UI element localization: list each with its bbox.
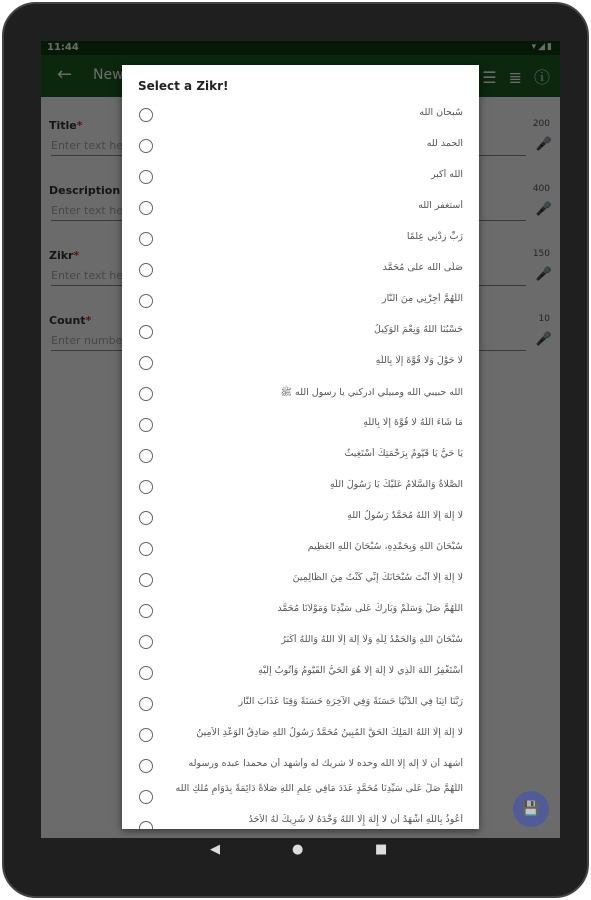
zikr-option[interactable] [122, 566, 479, 597]
zikr-option-label: لَا إِلَهَ إِلَّا أَنْتَ سُبْحَانَكَ إِنِّي كُنْتُ مِنَ الظَّالِمِينَ [292, 572, 463, 583]
zikr-option-label: الله أكبر [430, 169, 463, 180]
save-button[interactable] [513, 791, 549, 827]
radio-button[interactable] [139, 635, 153, 649]
radio-button[interactable] [139, 170, 153, 184]
zikr-option-label: حَسْبُنَا اللهُ وَنِعْمَ الوَكِيلُ [374, 324, 463, 335]
radio-button[interactable] [139, 387, 153, 401]
zikr-option-label: أشهد أن لا إله إلا الله وحده لا شريك له وأشهد أن محمدا عبده ورسوله [188, 758, 463, 769]
zikr-option-label: سُبْحَانَ اللهِ وَبِحَمْدِهِ، سُبْحَانَ اللهِ العَظِيمِ [307, 541, 463, 552]
zikr-option[interactable] [122, 721, 479, 752]
zikr-option[interactable] [122, 597, 479, 628]
zikr-option[interactable] [122, 442, 479, 473]
radio-button[interactable] [139, 294, 153, 308]
select-zikr-dialog [122, 65, 479, 829]
zikr-option[interactable] [122, 380, 479, 411]
zikr-option[interactable] [122, 101, 479, 132]
radio-button[interactable] [139, 480, 153, 494]
zikr-option[interactable] [122, 318, 479, 349]
zikr-option-label: لَا إِلَهَ إِلَّا اللهُ الْمَلِكُ الْحَقُّ الْمُبِينُ مُحَمَّدٌ رَسُولُ اللهِ صَادِقُ الْوَعْدِ الْأَمِينُ [196, 727, 463, 738]
zikr-option-label: اللَّهُمَّ صَلِّ وَسَلِّمْ وَبَارِكْ عَلَى سَيِّدِنَا وَمَوْلَانَا مُحَمَّد [277, 603, 463, 614]
radio-button[interactable] [139, 573, 153, 587]
zikr-option[interactable] [122, 256, 479, 287]
radio-button[interactable] [139, 666, 153, 680]
radio-button[interactable] [139, 201, 153, 215]
zikr-option-label: صَلَّى الله على مُحَمَّد [382, 262, 463, 273]
zikr-option-label: اللَّهُمَّ صَلِّ عَلَى سَيِّدِنَا مُحَمَّدٍ عَدَدَ مَافِي عِلْمِ اللهِ صَلَاةً دَائِمَةً بِدَوَامِ مُلْكِ الله [175, 783, 463, 794]
zikr-option[interactable] [122, 349, 479, 380]
zikr-option[interactable] [122, 473, 479, 504]
radio-button[interactable] [139, 759, 153, 773]
dialog-title: Select a Zikr! [138, 79, 229, 93]
radio-button[interactable] [139, 263, 153, 277]
radio-button[interactable] [139, 232, 153, 246]
zikr-option[interactable] [122, 628, 479, 659]
nav-recents-icon[interactable]: ■ [375, 842, 388, 857]
nav-back-icon[interactable]: ◀ [210, 842, 220, 857]
zikr-option-label: الصَّلَاةُ وَالسَّلَامُ عَلَيْكَ يَا رَسُولَ اللَّهِ [329, 479, 463, 490]
zikr-option-label: اللَّهُمَّ أَجِرْنِي مِنَ النَّارِ [382, 293, 463, 304]
zikr-option[interactable] [122, 132, 479, 163]
radio-button[interactable] [139, 728, 153, 742]
zikr-option-label: سُبحان الله [419, 107, 463, 118]
zikr-option[interactable] [122, 163, 479, 194]
radio-button[interactable] [139, 356, 153, 370]
zikr-option-label: لَا إِلَهَ إِلَّا اللهُ مُحَمَّدٌ رَسُولُ اللهِ [347, 510, 463, 521]
zikr-option[interactable] [122, 411, 479, 442]
radio-button[interactable] [139, 542, 153, 556]
zikr-option-label: لَا حَوْلَ وَلَا قُوَّةَ إِلَّا بِاللَّهِ [375, 355, 463, 366]
zikr-option-list [122, 101, 479, 829]
nav-home-icon[interactable]: ● [292, 842, 304, 857]
zikr-option[interactable] [122, 783, 479, 814]
radio-button[interactable] [139, 325, 153, 339]
device-frame [2, 2, 589, 898]
zikr-option[interactable] [122, 194, 479, 225]
zikr-option[interactable] [122, 814, 479, 829]
zikr-option-label: الله حبيبي الله ومبيلي ادركني يا رسول الله ﷺ [280, 387, 463, 398]
zikr-option[interactable] [122, 535, 479, 566]
zikr-option[interactable] [122, 504, 479, 535]
zikr-option-label: سُبْحَانَ اللهِ وَالْحَمْدُ لِلَّهِ وَلَا إِلَهَ إِلَّا اللهُ وَاللهُ أَكْبَرُ [281, 634, 463, 645]
zikr-option[interactable] [122, 752, 479, 783]
radio-button[interactable] [139, 821, 153, 829]
radio-button[interactable] [139, 790, 153, 804]
zikr-option-label: رَبَّنَا آتِنَا فِي الدُّنْيَا حَسَنَةً وَفِي الآخِرَةِ حَسَنَةً وَقِنَا عَذَابَ النَّارِ [238, 696, 463, 707]
zikr-option-label: يَا حَيُّ يَا قَيُّومُ بِرَحْمَتِكَ أَسْتَغِيثُ [344, 448, 463, 459]
radio-button[interactable] [139, 511, 153, 525]
zikr-option[interactable] [122, 659, 479, 690]
system-nav-bar [4, 838, 591, 866]
save-icon: 💾 [522, 801, 540, 817]
zikr-option[interactable] [122, 225, 479, 256]
radio-button[interactable] [139, 139, 153, 153]
screen [41, 41, 560, 838]
zikr-option[interactable] [122, 690, 479, 721]
zikr-option-label: أستغفر الله [418, 200, 463, 211]
zikr-option-label: الحمد لله [426, 138, 463, 149]
radio-button[interactable] [139, 449, 153, 463]
radio-button[interactable] [139, 604, 153, 618]
radio-button[interactable] [139, 697, 153, 711]
zikr-option-label: رَبِّ زِدْنِي عِلْمًا [406, 231, 463, 242]
zikr-option-label: أَسْتَغْفِرُ اللهَ الَّذِي لَا إِلَهَ إِلَّا هُوَ الْحَيُّ الْقَيُّومُ وَأَتُوبُ إِلَيْهِ [258, 665, 463, 676]
zikr-option-label: أَعُوذُ بِاللَّهِ أَشْهَدُ أَن لَا إِلَهَ إِلَّا اللهُ وَحْدَهُ لَا شَرِيكَ لَهُ الْأَحَدُ [248, 814, 463, 825]
radio-button[interactable] [139, 108, 153, 122]
zikr-option[interactable] [122, 287, 479, 318]
zikr-option-label: مَا شَاءَ اللَّهُ لَا قُوَّةَ إِلَّا بِاللَّهِ [363, 417, 463, 428]
radio-button[interactable] [139, 418, 153, 432]
